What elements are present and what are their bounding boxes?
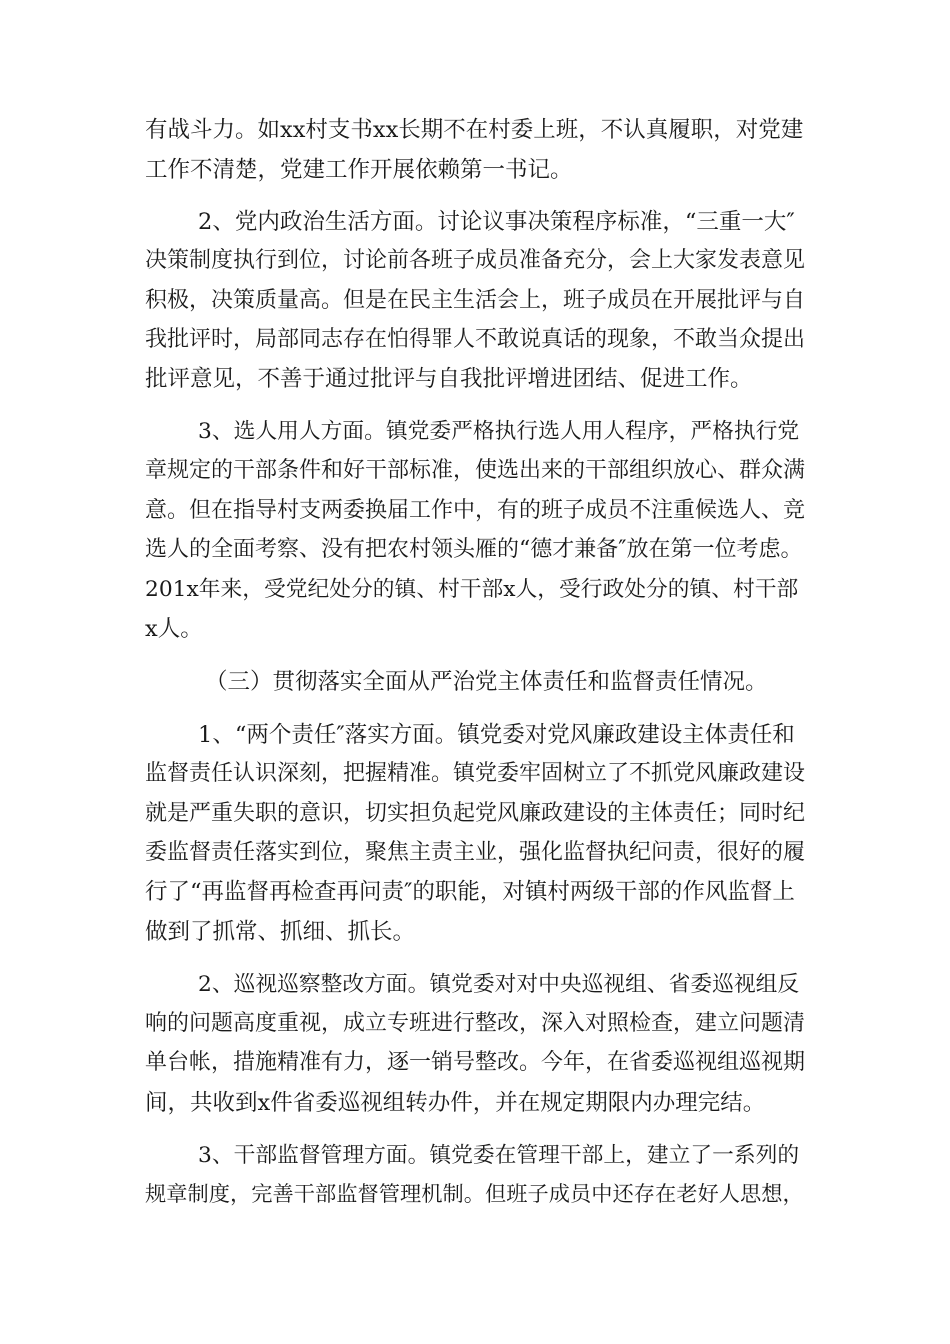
- paragraph-2-line-2: 决策制度执行到位，讨论前各班子成员准备充分，会上大家发表意见: [145, 248, 806, 273]
- paragraph-1-line-2: 工作不清楚，党建工作开展依赖第一书记。: [145, 157, 573, 183]
- paragraph-4-line-6: 做到了抓常、抓细、抓长。: [145, 919, 416, 945]
- paragraph-2-line-5: 批评意见，不善于通过批评与自我批评增进团结、促进工作。: [145, 366, 753, 392]
- paragraph-5-line-3: 单台帐，措施精准有力，逐一销号整改。今年，在省委巡视组巡视期: [145, 1050, 806, 1075]
- section-heading-3: （三）贯彻落实全面从严治党主体责任和监督责任情况。: [205, 669, 768, 695]
- paragraph-4-line-2: 监督责任认识深刻，把握精准。镇党委牢固树立了不抓党风廉政建设: [145, 761, 806, 786]
- paragraph-4-line-3: 就是严重失职的意识，切实担负起党风廉政建设的主体责任；同时纪: [145, 801, 806, 826]
- paragraph-4-line-1: 1、“两个责任″落实方面。镇党委对党风廉政建设主体责任和: [198, 722, 795, 748]
- paragraph-4-line-4: 委监督责任落实到位，聚焦主责主业，强化监督执纪问责，很好的履: [145, 840, 806, 865]
- paragraph-3-line-6: x人。: [145, 616, 203, 642]
- paragraph-2-line-3: 积极，决策质量高。但是在民主生活会上，班子成员在开展批评与自: [145, 288, 806, 313]
- paragraph-2-line-4: 我批评时，局部同志存在怕得罪人不敢说真话的现象，不敢当众提出: [145, 327, 806, 352]
- paragraph-6-line-1: 3、干部监督管理方面。镇党委在管理干部上，建立了一系列的: [198, 1143, 800, 1168]
- paragraph-6-line-2: 规章制度，完善干部监督管理机制。但班子成员中还存在老好人思想，: [145, 1182, 804, 1207]
- paragraph-5-line-2: 响的问题高度重视，成立专班进行整改，深入对照检查，建立问题清: [145, 1011, 806, 1036]
- paragraph-3-line-4: 选人的全面考察、没有把农村领头雁的“德才兼备″放在第一位考虑。: [145, 537, 803, 562]
- paragraph-3-line-3: 意。但在指导村支两委换届工作中，有的班子成员不注重候选人、竞: [145, 498, 806, 523]
- paragraph-1-line-1: 有战斗力。如xx村支书xx长期不在村委上班，不认真履职，对党建: [145, 117, 804, 143]
- paragraph-3-line-2: 章规定的干部条件和好干部标准，使选出来的干部组织放心、群众满: [145, 458, 806, 483]
- paragraph-3-line-1: 3、选人用人方面。镇党委严格执行选人用人程序，严格执行党: [198, 419, 800, 444]
- paragraph-4-line-5: 行了“再监督再检查再问责″的职能，对镇村两级干部的作风监督上: [145, 879, 795, 905]
- paragraph-3-line-5: 201x年来，受党纪处分的镇、村干部x人，受行政处分的镇、村干部: [145, 577, 799, 602]
- paragraph-5-line-4: 间，共收到x件省委巡视组转办件，并在规定期限内办理完结。: [145, 1090, 766, 1116]
- paragraph-5-line-1: 2、巡视巡察整改方面。镇党委对对中央巡视组、省委巡视组反: [198, 972, 800, 997]
- paragraph-2-line-1: 2、党内政治生活方面。讨论议事决策程序标准，“三重一大″: [198, 209, 795, 235]
